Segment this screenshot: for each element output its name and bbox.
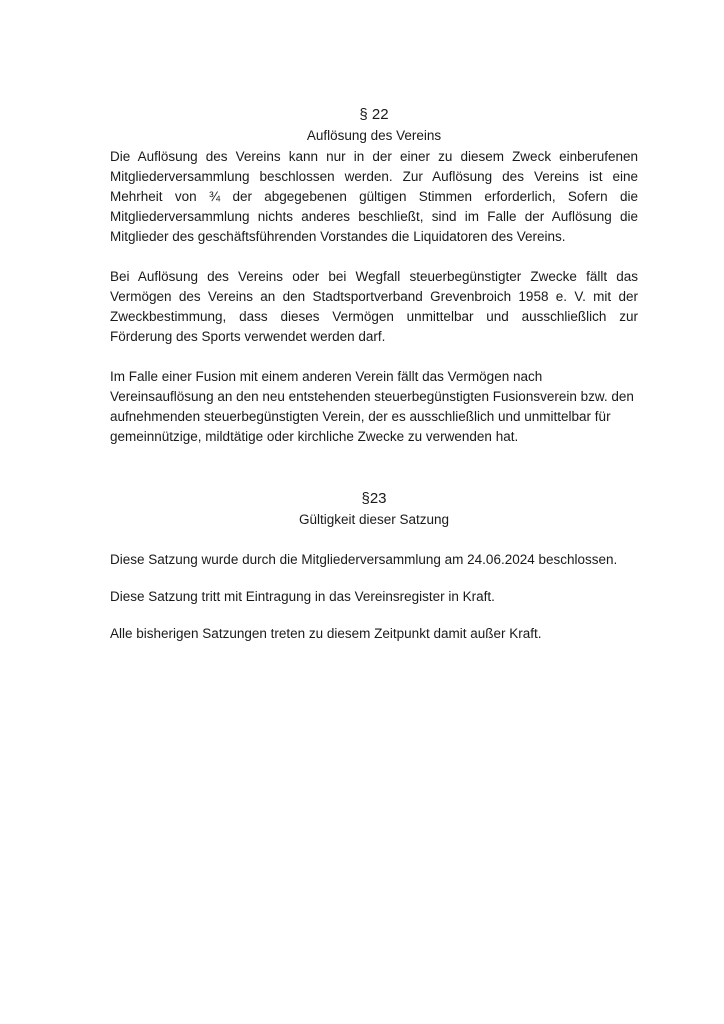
section-23-number: §23 [361,490,387,507]
section-spacer [110,447,638,488]
section-22-paragraph-1: Die Auflösung des Vereins kann nur in der einer zu diesem Zweck einberufenen Mitgliederversammlung beschlossen werden. Zur Auflösung des Vereins ist eine Mehrheit von ¾ der abgegebenen gültigen Stimmen erforderlich, Sofern die Mitgliederversammlung nichts anderes beschließt, sind im Falle der Auflösung die Mitglieder des geschäftsführenden Vorstandes die Liquidatoren des Vereins. [110,149,638,244]
section-23 [110,488,638,644]
section-22-paragraph-3: Im Falle einer Fusion mit einem anderen Verein fällt das Vermögen nach Vereinsauflösung an den neu entstehenden steuerbegünstigten Fusionsverein bzw. den aufnehmenden steuerbegünstigten Verein, der es ausschließlich und unmittelbar für gemeinnützige, mildtätige oder kirchliche Zwecke zu verwenden hat. [110,369,634,444]
section-23-title: Gültigkeit dieser Satzung [298,512,450,527]
section-23-paragraph-3: Alle bisherigen Satzungen treten zu diesem Zeitpunkt damit außer Kraft. [110,626,542,641]
section-22-title: Auflösung des Vereins [306,128,442,143]
section-22-paragraph-2: Bei Auflösung des Vereins oder bei Wegfall steuerbegünstigter Zwecke fällt das Vermögen des Vereins an den Stadtsportverband Grevenbroich 1958 e. V. mit der Zweckbestimmung, dass dieses Vermögen unmittelbar und ausschließlich zur Förderung des Sports verwendet werden darf. [110,269,638,344]
document-page [110,104,638,661]
section-22 [110,104,638,447]
section-23-paragraph-1: Diese Satzung wurde durch die Mitgliederversammlung am 24.06.2024 beschlossen. [110,552,618,567]
section-23-paragraph-2: Diese Satzung tritt mit Eintragung in das Vereinsregister in Kraft. [110,589,495,604]
section-22-number: § 22 [359,106,389,123]
